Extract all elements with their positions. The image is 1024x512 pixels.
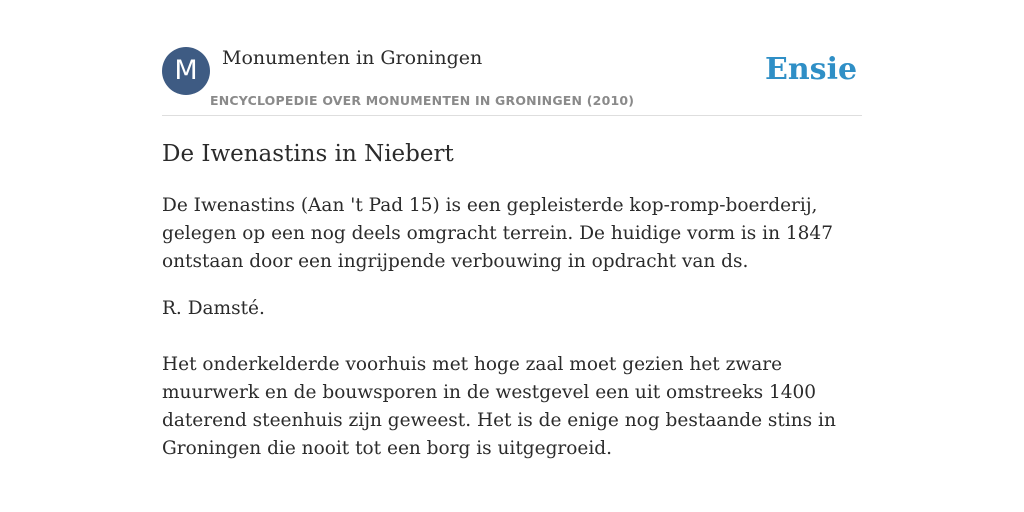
- article-paragraph: R. Damsté.: [162, 298, 265, 319]
- article-body: [162, 138, 862, 463]
- book-subtitle: ENCYCLOPEDIE OVER MONUMENTEN IN GRONINGEN (2010): [210, 93, 635, 108]
- book-title-link[interactable]: Monumenten in Groningen: [222, 47, 483, 69]
- brand-logo[interactable]: Ensie: [765, 52, 858, 87]
- article-title: De Iwenastins in Niebert: [162, 141, 454, 167]
- avatar[interactable]: M: [162, 47, 210, 95]
- article-paragraph: Het onderkelderde voorhuis met hoge zaal moet gezien het zware muurwerk en de bouwsporen in de westgevel een uit omstreeks 1400 daterend steenhuis zijn geweest. Het is de enige nog bestaande stins in Groningen die nooit tot een borg is uitgegroeid.: [162, 354, 836, 459]
- header-divider: [162, 115, 862, 116]
- article-paragraph: De Iwenastins (Aan 't Pad 15) is een gepleisterde kop-romp-boerderij, gelegen op een nog deels omgracht terrein. De huidige vorm is in 1847 ontstaan door een ingrijpende verbouwing in opdracht van ds.: [162, 195, 833, 272]
